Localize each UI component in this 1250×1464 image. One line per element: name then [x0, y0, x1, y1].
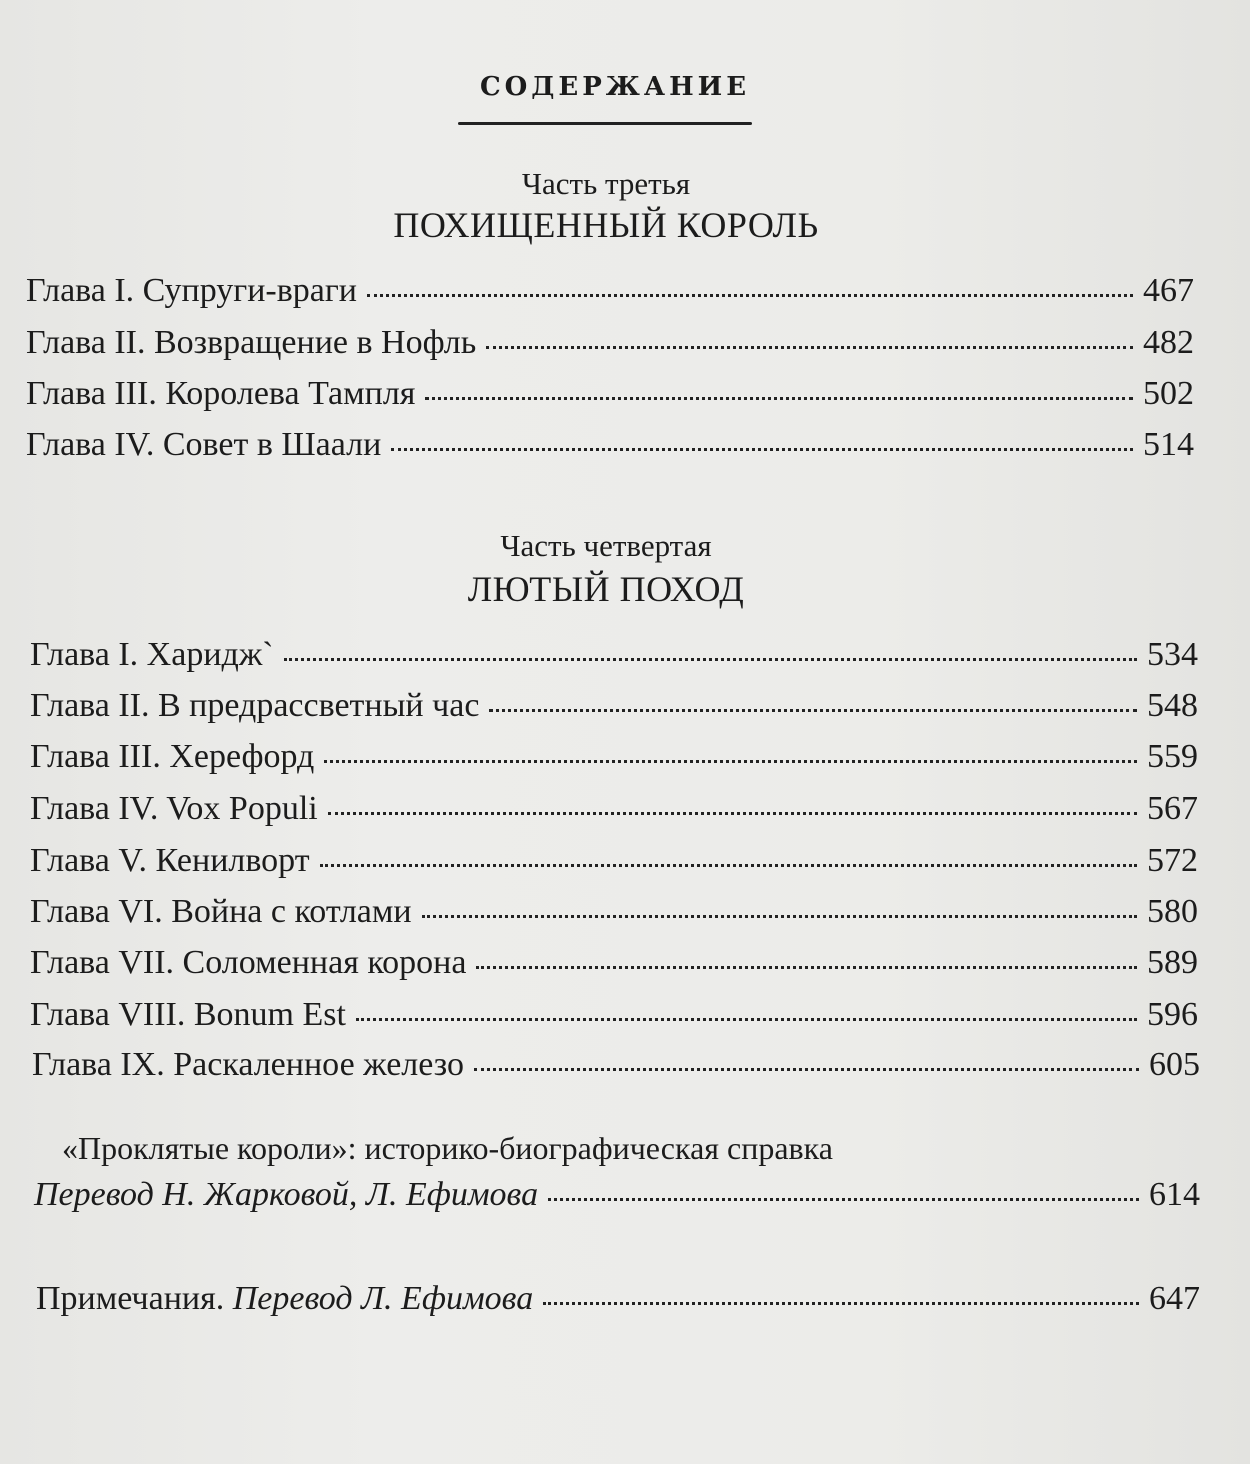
- chapter-title: Глава II. В предрассветный час: [30, 687, 480, 724]
- part4-title: ЛЮТЫЙ ПОХОД: [467, 569, 745, 609]
- chapter-title: Глава VII. Соломенная корона: [30, 944, 467, 981]
- chapter-title: Глава IV. Vox Populi: [30, 790, 318, 827]
- toc-entry: [26, 272, 1194, 316]
- page-number: 514: [1143, 426, 1194, 463]
- dot-leader: [548, 1198, 1139, 1201]
- page-number: 605: [1149, 1046, 1200, 1083]
- toc-entry: [26, 324, 1194, 368]
- toc-entry: [26, 375, 1194, 419]
- chapter-title: Глава V. Кенилворт: [30, 842, 310, 879]
- dot-leader: [474, 1068, 1139, 1071]
- page-number: 589: [1147, 944, 1198, 981]
- dot-leader: [543, 1302, 1139, 1305]
- reference-title: «Проклятые короли»: историко-биографическая справка: [62, 1130, 833, 1166]
- page-number: 559: [1147, 738, 1198, 775]
- chapter-title: Глава I. Хариджˋ: [30, 636, 274, 673]
- page-number: 647: [1149, 1280, 1200, 1317]
- toc-entry: [30, 738, 1198, 782]
- chapter-title: Глава IV. Совет в Шаали: [26, 426, 382, 463]
- dot-leader: [391, 448, 1133, 451]
- chapter-title: Глава III. Херефорд: [30, 738, 315, 775]
- reference-entry: [34, 1176, 1200, 1220]
- notes-translator: Перевод Л. Ефимова: [232, 1280, 534, 1317]
- dot-leader: [324, 760, 1137, 763]
- toc-entry: [30, 842, 1198, 886]
- dot-leader: [367, 294, 1133, 297]
- page-number: 580: [1147, 893, 1198, 930]
- toc-entry: [30, 687, 1198, 731]
- dot-leader: [320, 864, 1137, 867]
- toc-entry: [30, 636, 1198, 680]
- page-number: 482: [1143, 324, 1194, 361]
- heading-underline: [458, 122, 752, 125]
- part3-label: Часть третья: [521, 166, 691, 201]
- toc-entry: [30, 944, 1198, 988]
- dot-leader: [425, 397, 1133, 400]
- chapter-title: Глава III. Королева Тампля: [26, 375, 416, 412]
- page-number: 534: [1147, 636, 1198, 673]
- dot-leader: [489, 709, 1137, 712]
- page-number: 567: [1147, 790, 1198, 827]
- part3-title: ПОХИЩЕННЫЙ КОРОЛЬ: [393, 205, 819, 245]
- page-number: 572: [1147, 842, 1198, 879]
- page-number: 596: [1147, 996, 1198, 1033]
- page-number: 614: [1149, 1176, 1200, 1213]
- toc-entry: [30, 996, 1198, 1040]
- reference-translators: Перевод Н. Жарковой, Л. Ефимова: [34, 1176, 539, 1213]
- toc-entry: [30, 893, 1198, 937]
- part4-label: Часть четвертая: [500, 528, 712, 563]
- notes-entry: [36, 1280, 1200, 1324]
- page-number: 502: [1143, 375, 1194, 412]
- dot-leader: [476, 966, 1137, 969]
- dot-leader: [356, 1018, 1137, 1021]
- dot-leader: [486, 346, 1133, 349]
- dot-leader: [328, 812, 1137, 815]
- toc-entry: [32, 1046, 1200, 1090]
- contents-heading: СОДЕРЖАНИЕ: [479, 72, 751, 102]
- toc-entry: [26, 426, 1194, 470]
- dot-leader: [422, 915, 1137, 918]
- dot-leader: [284, 658, 1137, 661]
- notes-label-group: [36, 1280, 533, 1318]
- chapter-title: Глава I. Супруги-враги: [26, 272, 358, 309]
- chapter-title: Глава II. Возвращение в Нофль: [26, 324, 477, 361]
- chapter-title: Глава VI. Война с котлами: [30, 893, 412, 930]
- toc-entry: [30, 790, 1198, 834]
- chapter-title: Глава VIII. Bonum Est: [30, 996, 346, 1033]
- page-number: 467: [1143, 272, 1194, 309]
- notes-label: Примечания.: [36, 1280, 225, 1317]
- chapter-title: Глава IX. Раскаленное железо: [32, 1046, 465, 1083]
- page-number: 548: [1147, 687, 1198, 724]
